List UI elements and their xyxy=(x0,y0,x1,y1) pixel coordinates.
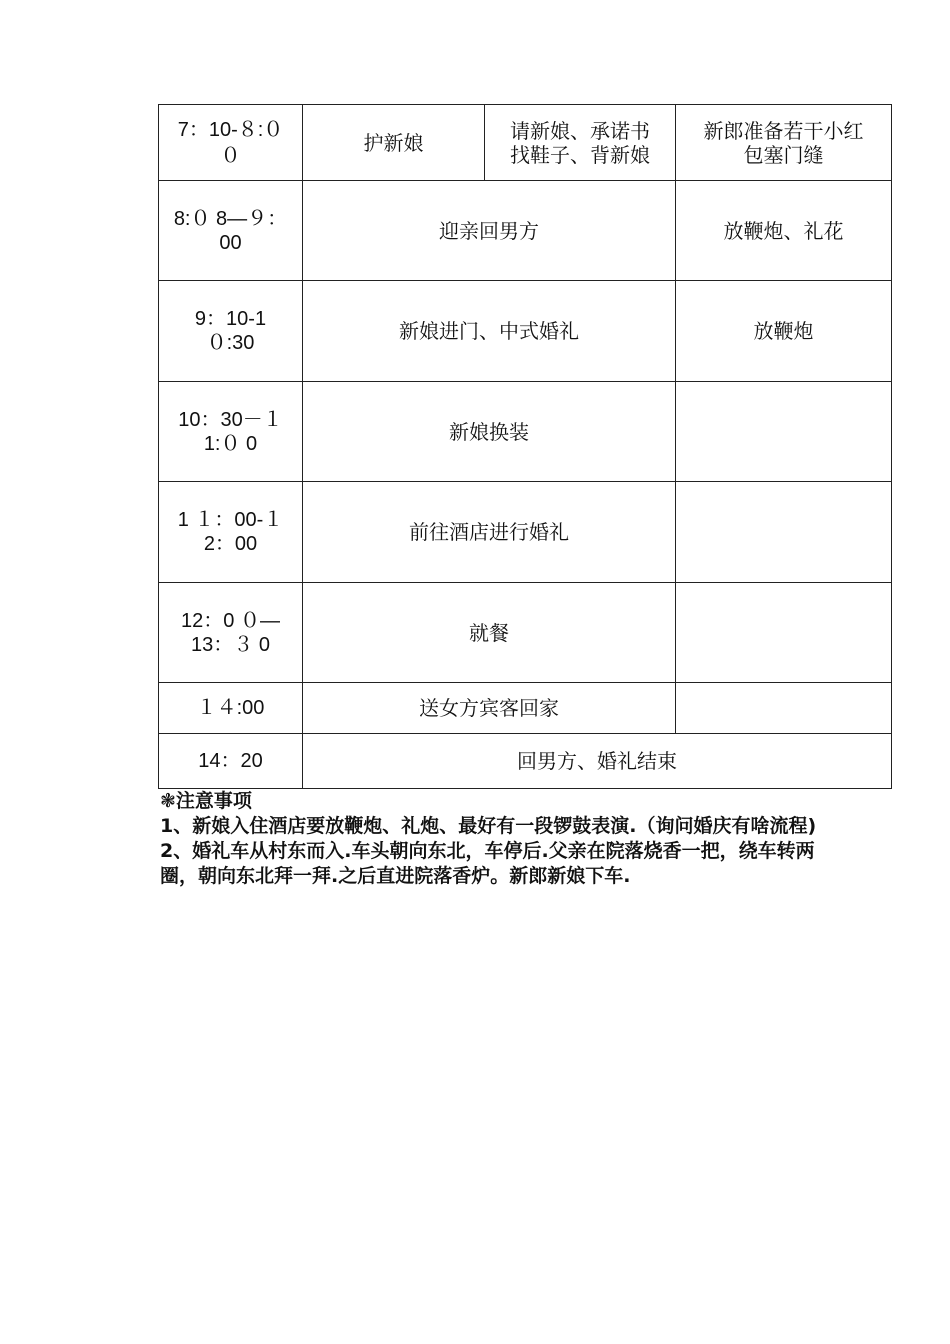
note-cell xyxy=(676,482,892,583)
activity-cell: 前往酒店进行婚礼 xyxy=(303,482,676,583)
note-cell: 放鞭炮、礼花 xyxy=(676,181,892,281)
notes-section xyxy=(160,789,820,889)
table-row xyxy=(159,734,892,789)
note-cell xyxy=(676,683,892,734)
activity-cell: 新娘换装 xyxy=(303,382,676,482)
note-item: 2、婚礼车从村东而入.车头朝向东北，车停后.父亲在院落烧香一把，绕车转两圈，朝向东北拜一拜.之后直进院落香炉。新郎新娘下车. xyxy=(160,840,815,887)
activity-cell: 护新娘 xyxy=(303,105,485,181)
time-cell: 9：10-1 ０:30 xyxy=(159,281,303,382)
activity-cell: 新娘进门、中式婚礼 xyxy=(303,281,676,382)
time-cell: １４:00 xyxy=(159,683,303,734)
table-row xyxy=(159,281,892,382)
notes-heading: ❃注意事项 xyxy=(160,790,252,812)
activity-cell: 迎亲回男方 xyxy=(303,181,676,281)
time-cell: 12：0 ０— 13：３ 0 xyxy=(159,583,303,683)
table-row xyxy=(159,683,892,734)
activity-cell: 送女方宾客回家 xyxy=(303,683,676,734)
time-cell: 8:０ 8—９： 00 xyxy=(159,181,303,281)
time-cell: 10：30－１ 1:０ 0 xyxy=(159,382,303,482)
note-cell: 放鞭炮 xyxy=(676,281,892,382)
note-item: 1、新娘入住酒店要放鞭炮、礼炮、最好有一段锣鼓表演.（询问婚庆有啥流程) xyxy=(160,815,817,837)
table-row xyxy=(159,105,892,181)
table-row xyxy=(159,482,892,583)
table-row xyxy=(159,382,892,482)
activity-cell: 就餐 xyxy=(303,583,676,683)
time-cell: 7：10-８:０ ０ xyxy=(159,105,303,181)
table-row xyxy=(159,583,892,683)
time-cell: 14：20 xyxy=(159,734,303,789)
note-cell xyxy=(676,583,892,683)
time-cell: 1 １：00-１ 2：00 xyxy=(159,482,303,583)
detail-cell: 请新娘、承诺书 找鞋子、背新娘 xyxy=(485,105,676,181)
schedule-table xyxy=(158,104,892,789)
activity-cell: 回男方、婚礼结束 xyxy=(303,734,892,789)
note-cell: 新郎准备若干小红 包塞门缝 xyxy=(676,105,892,181)
table-row xyxy=(159,181,892,281)
note-cell xyxy=(676,382,892,482)
